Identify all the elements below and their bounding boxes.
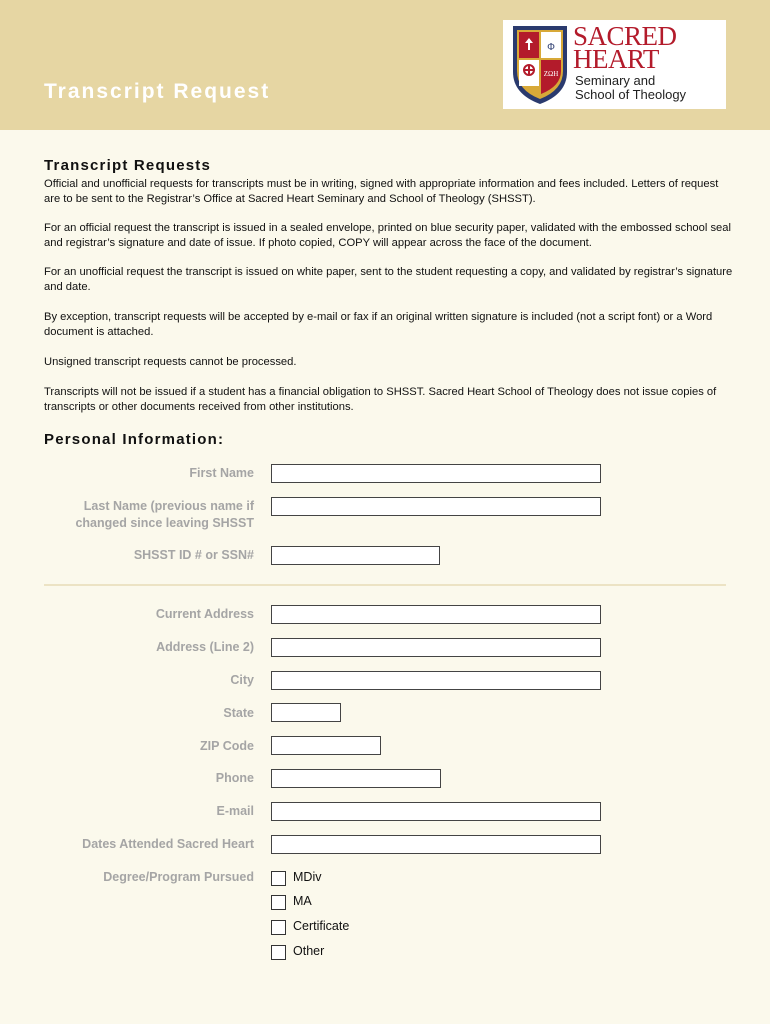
svg-text:Φ: Φ bbox=[547, 42, 555, 53]
shsst-id-label: SHSST ID # or SSN# bbox=[133, 548, 254, 562]
shield-logo-icon bbox=[511, 24, 569, 106]
financial-obligation-paragraph: Transcripts will not be issued if a student has a financial obligation to SHSST. Sacred Heart School of Theology does not issue copies of transcripts or other documents received from other institutions. bbox=[44, 386, 717, 413]
state-input[interactable] bbox=[271, 703, 341, 722]
logo-line-heart: HEART bbox=[573, 44, 659, 74]
mdiv-checkbox[interactable] bbox=[271, 871, 286, 886]
personal-information-heading: Personal Information: bbox=[44, 431, 225, 448]
sacred-heart-logo bbox=[503, 20, 726, 109]
first-name-label: First Name bbox=[189, 466, 254, 480]
official-request-paragraph: For an official request the transcript is issued in a sealed envelope, printed on blue security paper, validated with the embossed school seal and registrar’s signature and date of issue. If photo copied, COPY will appear across the face of the document. bbox=[44, 222, 731, 249]
intro-paragraph: Official and unofficial requests for transcripts must be in writing, signed with appropriate information and fees included. Letters of request are to be sent to the Registrar’s Office at Sacred Heart Seminary and School of Theology (SHSST). bbox=[44, 178, 719, 205]
city-input[interactable] bbox=[271, 671, 601, 690]
address-line2-input[interactable] bbox=[271, 638, 601, 657]
page-title: Transcript Request bbox=[44, 80, 271, 103]
current-address-input[interactable] bbox=[271, 605, 601, 624]
logo-line-seminary: Seminary and bbox=[575, 73, 656, 88]
email-input[interactable] bbox=[271, 802, 601, 821]
first-name-input[interactable] bbox=[271, 464, 601, 483]
city-label: City bbox=[230, 673, 254, 687]
logo-line-school: School of Theology bbox=[575, 87, 687, 102]
certificate-label: Certificate bbox=[293, 919, 350, 933]
phone-input[interactable] bbox=[271, 769, 441, 788]
ma-checkbox[interactable] bbox=[271, 895, 286, 910]
email-label: E-mail bbox=[216, 804, 254, 818]
last-name-label bbox=[75, 498, 254, 532]
shsst-id-input[interactable] bbox=[271, 546, 440, 565]
zip-code-label: ZIP Code bbox=[200, 739, 254, 753]
dates-attended-label: Dates Attended Sacred Heart bbox=[82, 837, 254, 851]
zip-code-input[interactable] bbox=[271, 736, 381, 755]
phone-label: Phone bbox=[215, 771, 254, 785]
other-label: Other bbox=[293, 944, 325, 958]
address-line2-label: Address (Line 2) bbox=[156, 640, 254, 654]
transcript-requests-heading: Transcript Requests bbox=[44, 157, 212, 174]
unofficial-request-paragraph: For an unofficial request the transcript is issued on white paper, sent to the student requesting a copy, and validated by registrar’s signature and date. bbox=[44, 266, 733, 293]
svg-text:ZΩH: ZΩH bbox=[543, 70, 559, 78]
certificate-checkbox[interactable] bbox=[271, 920, 286, 935]
degree-program-label: Degree/Program Pursued bbox=[103, 870, 254, 884]
page-header bbox=[0, 0, 770, 130]
section-divider bbox=[44, 584, 726, 586]
last-name-label-line2: changed since leaving SHSST bbox=[75, 516, 254, 530]
logo-line-sacred: SACRED bbox=[573, 21, 677, 51]
ma-label: MA bbox=[293, 894, 312, 908]
current-address-label: Current Address bbox=[155, 607, 254, 621]
last-name-input[interactable] bbox=[271, 497, 601, 516]
exception-paragraph: By exception, transcript requests will be accepted by e-mail or fax if an original written signature is included (not a script font) or a Word document is attached. bbox=[44, 311, 713, 338]
unsigned-paragraph: Unsigned transcript requests cannot be processed. bbox=[44, 356, 297, 368]
last-name-label-line1: Last Name (previous name if bbox=[83, 499, 254, 513]
mdiv-label: MDiv bbox=[293, 870, 322, 884]
dates-attended-input[interactable] bbox=[271, 835, 601, 854]
state-label: State bbox=[223, 706, 254, 720]
other-checkbox[interactable] bbox=[271, 945, 286, 960]
